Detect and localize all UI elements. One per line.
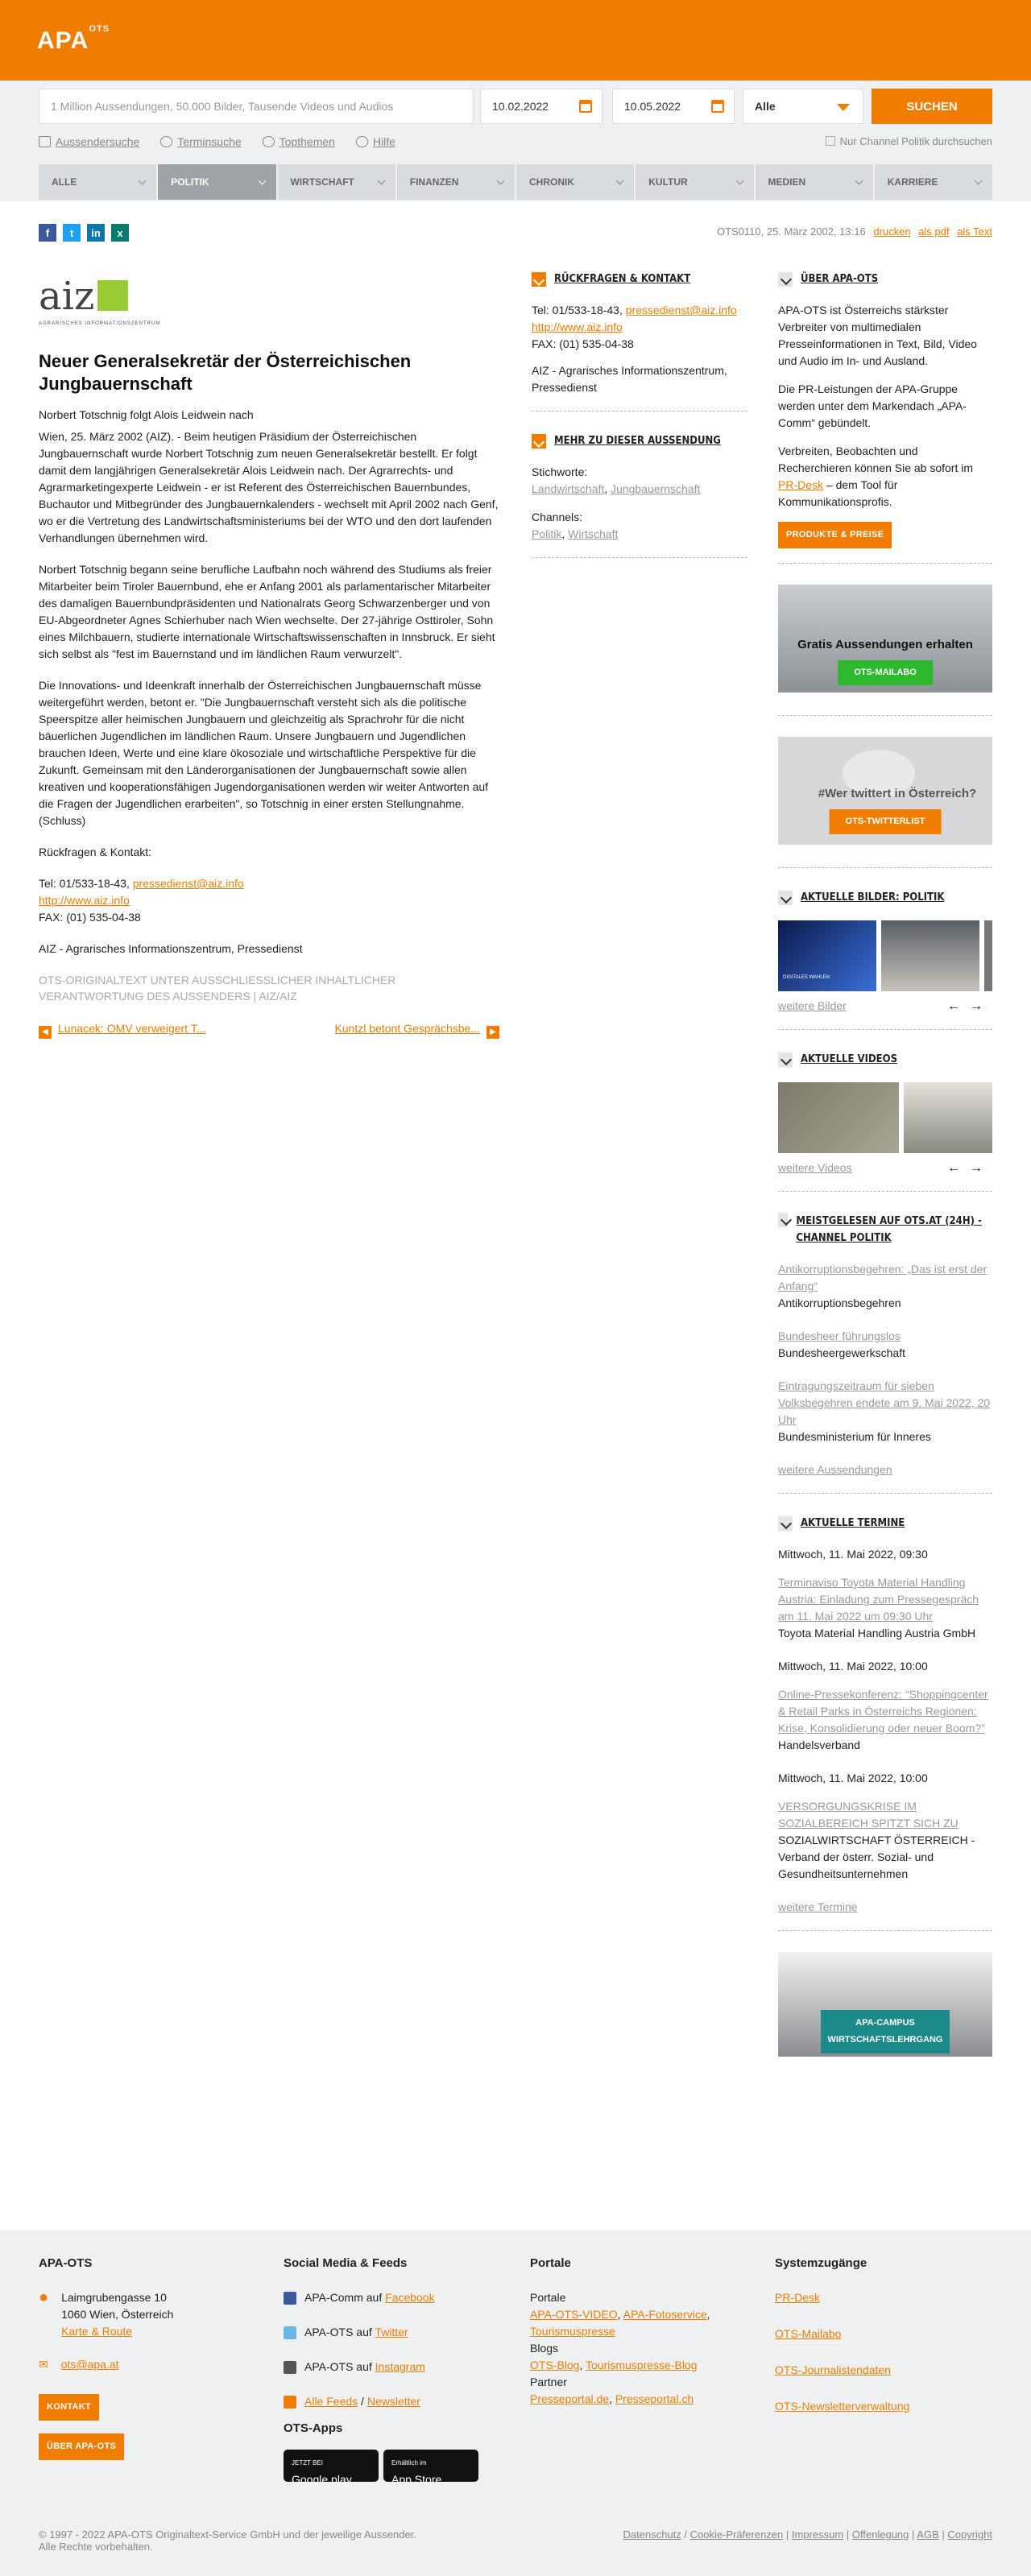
search-sublinks [39, 135, 395, 148]
article-paragraph: Die Innovations- und Ideenkraft innerhalb der Österreichischen Jungbauernschaft müsse weitergeführt werden, betont er. "Die Jungbauernschaft versteht sich als die politische Speerspitze aller heimischen Jungbauern und gleichzeitig als Sprachrohr für die nicht bäuerlichen Jugendlichen im ländlichen Raum. Unsere Jungbauern und Jugendlichen brauchen Ideen, Werte und eine klare ökosoziale und wirtschaftliche Perspektive für die Zukunft. Gemeinsam mit den Länderorganisationen der Jungbauernschaft sowie allen kreativen und kooperationsfähigen Jugendorganisationen werden wir weiter Antworten auf die Fragen der Jugendlichen erarbeiten", so Totschnig in einer ersten Stellungnahme. [39, 679, 489, 810]
mostread-list [778, 1261, 992, 1478]
article-lead: Norbert Totschnig folgt Alois Leidwein nach [39, 408, 254, 421]
campus-button[interactable]: APA-CAMPUS WIRTSCHAFTSLEHRGANG [821, 2010, 950, 2053]
event-link[interactable]: Online-Pressekonferenz: “Shoppingcenter & Retail Parks in Österreichs Regionen: Krise, Konsolidierung oder neuer Boom?” [778, 1688, 988, 1735]
nav-wirtschaft[interactable]: WIRTSCHAFT [278, 164, 395, 200]
rss-icon [284, 2396, 296, 2409]
release-info-column [532, 271, 747, 579]
info-icon [356, 136, 368, 147]
footer [0, 2231, 1031, 2576]
article-pagination [39, 1020, 499, 1039]
collapse-icon [778, 891, 793, 905]
mailabo-button[interactable]: OTS-MAILABO [838, 660, 933, 685]
keyword-link[interactable]: Jungbauernschaft [611, 482, 701, 495]
footer-col-apa-ots: APA-OTS ● Laimgrubengasse 10 1060 Wien, Österreich Karte & Route ✉ ots@apa.at KONTAKT ÜBER APA-OTS [39, 2255, 248, 2460]
twitter-icon [284, 2326, 296, 2339]
list-item: Mittwoch, 11. Mai 2022, 10:00 Online-Pressekonferenz: “Shoppingcenter & Retail Parks in Österreichs Regionen: Krise, Konsolidierung oder neuer Boom?” Handelsverband [778, 1658, 992, 1754]
portal-link[interactable]: Tourismuspresse [530, 2325, 615, 2338]
divider [778, 715, 992, 716]
prev-article-link[interactable]: ◀ Lunacek: OMV verweigert T... [39, 1020, 205, 1039]
calendar-icon [711, 100, 724, 113]
aussendersuche-link[interactable]: Aussendersuche [39, 135, 139, 148]
facebook-share-icon[interactable]: f [39, 224, 56, 242]
mostread-section-header[interactable]: MEISTGELESEN AUF OTS.AT (24H) - CHANNEL POLITIK [778, 1213, 992, 1247]
system-link[interactable]: OTS-Mailabo [775, 2327, 842, 2340]
contact-button[interactable]: KONTAKT [39, 2394, 99, 2421]
search-band [0, 81, 1031, 201]
video-gallery [778, 1082, 992, 1153]
legal-link[interactable]: Offenlegung [851, 2528, 909, 2541]
email-link[interactable]: pressedienst@aiz.info [625, 304, 737, 316]
channel-checkbox[interactable]: Nur Channel Politik durchsuchen [826, 135, 992, 147]
divider [778, 1191, 992, 1192]
mostread-link[interactable]: Bundesheer führungslos [778, 1329, 901, 1342]
legal-link[interactable]: Impressum [791, 2528, 844, 2541]
footer-col-social: Social Media & Feeds APA-Comm auf Facebook APA-OTS auf Twitter APA-OTS auf Instagram Alle Feeds / Newsletter OTS-Apps JETZT BEI Google play Erhältlich im App Store [284, 2255, 509, 2482]
text-link[interactable]: als Text [957, 225, 992, 238]
nav-politik[interactable]: POLITIK [158, 164, 275, 200]
next-article-link[interactable]: Kuntzl betont Gesprächsbe... ▶ [334, 1020, 499, 1039]
search-button[interactable]: SUCHEN [872, 89, 992, 124]
topthemen-link[interactable]: Topthemen [263, 135, 335, 148]
keyword-link[interactable]: Landwirtschaft [532, 482, 605, 495]
about-text: Die PR-Leistungen der APA-Gruppe werden unter dem Markendach „APA-Comm“ gebündelt. [778, 382, 967, 429]
apa-ots-logo[interactable]: APA OTS [37, 24, 110, 54]
article-contact: Tel: 01/533-18-43, pressedienst@aiz.info http://www.aiz.info FAX: (01) 535-04-38 [39, 877, 244, 924]
web-link[interactable]: http://www.aiz.info [39, 894, 130, 907]
nav-medien[interactable]: MEDIEN [756, 164, 873, 200]
aiz-logo-subtitle: AGRARISCHES INFORMATIONSZENTRUM [39, 321, 161, 326]
top-bar [0, 0, 1031, 81]
nav-kultur[interactable]: KULTUR [636, 164, 753, 200]
collapse-icon [778, 1052, 793, 1067]
arrow-right-icon: ▶ [487, 1026, 499, 1039]
collapse-icon [532, 434, 546, 449]
image-gallery [778, 920, 992, 991]
article-schluss: (Schluss) [39, 814, 86, 827]
about-section-header[interactable]: ÜBER APA-OTS [778, 271, 992, 287]
collapse-icon [532, 272, 546, 287]
about-button[interactable]: ÜBER APA-OTS [39, 2433, 124, 2460]
video-thumbnail[interactable] [778, 1082, 899, 1153]
pdf-link[interactable]: als pdf [918, 225, 950, 238]
list-item: Mittwoch, 11. Mai 2022, 10:00 VERSORGUNGSKRISE IM SOZIALBEREICH SPITZT SICH ZU SOZIALWIRTSCHAFT ÖSTERREICH - Verband der österr. Sozial- und Gesundheitsunternehmen [778, 1770, 992, 1883]
list-item: Mittwoch, 11. Mai 2022, 09:30 Terminaviso Toyota Material Handling Austria: Einladung zum Pressegespräch am 11. Mai 2022 um 09:30 Uhr Toyota Material Handling Austria GmbH [778, 1546, 992, 1642]
gallery-arrows[interactable]: ←→ [947, 1161, 992, 1175]
checkbox-icon[interactable] [826, 136, 835, 146]
nav-finanzen[interactable]: FINANZEN [397, 164, 515, 200]
blog-link[interactable]: OTS-Blog [530, 2359, 580, 2371]
clock-icon [160, 136, 172, 147]
divider [778, 563, 992, 564]
blog-link[interactable]: Tourismuspresse-Blog [586, 2359, 698, 2371]
mail-link[interactable]: ots@apa.at [60, 2358, 119, 2371]
products-prices-button[interactable]: PRODUKTE & PREISE [778, 522, 892, 548]
article-paragraph: Norbert Totschnig begann seine berufliche Laufbahn noch während des Studiums als freier Mitarbeiter beim Tiroler Bauernbund, ehe er Anfang 2001 als parlamentarischer Mitarbeiter des damaligen Bauernbundpräsidenten und Nationalrats Georg Schwarzenberger und von EU-Abgeordneter Agnes Schierhuber nach Wien wechselte. Der 27-jährige Osttiroler, Sohn eines Milchbauern, studierte internationale Wirtschaftswissenschaften in Innsbruck. Er sieht sich selbst als "fest im Bauernstand und im ländlichen Raum verwurzelt". [39, 563, 495, 660]
share-bar [39, 224, 129, 242]
portal-link[interactable]: APA-OTS-VIDEO [530, 2308, 618, 2321]
ots-disclaimer: OTS-ORIGINALTEXT UNTER AUSSCHLIESSLICHER INHALTLICHER VERANTWORTUNG DES AUSSENDERS | AIZ/AIZ [39, 974, 396, 1003]
mail-icon: ✉ [39, 2358, 48, 2371]
events-section-header[interactable]: AKTUELLE TERMINE [778, 1515, 992, 1532]
legal-link[interactable]: Datenschutz [623, 2528, 681, 2541]
keywords-block: Stichworte: Landwirtschaft, Jungbauernschaft Channels: Politik, Wirtschaft [532, 465, 701, 540]
system-link[interactable]: OTS-Journalistendaten [775, 2363, 891, 2376]
map-link[interactable]: Karte & Route [61, 2325, 133, 2338]
xing-share-icon[interactable]: x [111, 224, 129, 242]
videos-more-row [778, 1160, 992, 1176]
article-org: AIZ - Agrarisches Informationszentrum, Pressedienst [39, 942, 303, 955]
instagram-link[interactable]: Instagram [375, 2360, 425, 2373]
system-link[interactable]: PR-Desk [775, 2291, 821, 2304]
channel-link[interactable]: Politik [532, 527, 562, 540]
date-to-field[interactable]: 10.05.2022 [612, 89, 735, 124]
calendar-icon [579, 100, 592, 113]
mailabo-banner-title: Gratis Aussendungen erhalten [797, 638, 973, 651]
partner-link[interactable]: Presseportal.ch [615, 2392, 694, 2405]
twitter-link[interactable]: Twitter [375, 2326, 408, 2338]
event-link[interactable]: Terminaviso Toyota Material Handling Austria: Einladung zum Pressegespräch am 11. Mai 2022 um 09:30 Uhr [778, 1576, 979, 1623]
sidebar [778, 271, 992, 2079]
about-text: Verbreiten, Beobachten und Recherchieren können Sie ab sofort im PR-Desk – dem Tool für Kommunikationsprofis. [778, 444, 974, 508]
channel-link[interactable]: Wirtschaft [568, 527, 619, 540]
legal-links: Datenschutz / Cookie-Präferenzen | Impressum | Offenlegung | AGB | Copyright [623, 2528, 992, 2541]
divider [778, 1493, 992, 1494]
list-item: Eintragungszeitraum für sieben Volksbegehren endete am 9. Mai 2022, 20 Uhr Bundesministerium für Inneres [778, 1378, 992, 1445]
footer-col-portale: Portale Portale APA-OTS-VIDEO, APA-Fotoservice, Tourismuspresse Blogs OTS-Blog, Tourismuspresse-Blog Partner Presseportal.de, Presseportal.ch [530, 2256, 710, 2405]
location-pin-icon: ● [39, 2289, 49, 2306]
divider [532, 557, 747, 558]
contact-section-header[interactable]: RÜCKFRAGEN & KONTAKT [532, 271, 747, 287]
more-events-link[interactable]: weitere Termine [778, 1900, 858, 1913]
linkedin-share-icon[interactable]: in [87, 224, 105, 242]
article [39, 274, 499, 1039]
article-title: Neuer Generalsekretär der Österreichischen Jungbauernschaft [39, 351, 412, 394]
legal-link[interactable]: Copyright [947, 2528, 992, 2541]
legal-link[interactable]: Cookie-Präferenzen [689, 2528, 784, 2541]
system-link[interactable]: OTS-Newsletterverwaltung [775, 2400, 910, 2413]
about-text: APA-OTS ist Österreichs stärkster Verbreiter von multimedialen Presseinformationen in Text, Bild, Video und Audio im In- und Ausland. [778, 304, 977, 367]
legal-link[interactable]: AGB [917, 2528, 939, 2541]
list-item: Antikorruptionsbegehren: „Das ist erst der Anfang“ Antikorruptionsbegehren [778, 1261, 992, 1312]
google-play-badge[interactable]: JETZT BEI Google play [284, 2450, 379, 2482]
arrow-left-icon: ◀ [39, 1026, 52, 1039]
more-videos-link[interactable]: weitere Videos [778, 1161, 852, 1174]
article-paragraph: Wien, 25. März 2002 (AIZ). - Beim heutigen Präsidium der Österreichischen Jungbauernschaft wurde Norbert Totschnig zum neuen Generalsekretär bestellt. Er folgt damit dem langjährigen Generalsekretär Alois Leidwein nach. Der Agrarrechts- und Agrarmarketingexperte Leidwein - er ist Referent des Österreichischen Bauernbundes, Buchautor und Mitbegründer des Jungbauernkalenders - wechselt mit April 2002 nach Genf, wo er die Vertretung des Landwirtschaftsministeriums bei der WTO und den dort laufenden Verhandlungen übernehmen wird. [39, 430, 499, 544]
more-releases-link[interactable]: weitere Aussendungen [778, 1463, 892, 1476]
more-images-link[interactable]: weitere Bilder [778, 999, 847, 1012]
nav-alle[interactable]: ALLE [39, 164, 156, 200]
event-link[interactable]: VERSORGUNGSKRISE IM SOZIALBEREICH SPITZT SICH ZU [778, 1800, 959, 1830]
collapse-icon [778, 1516, 793, 1531]
aiz-logo: aiz [39, 277, 499, 316]
image-thumbnail[interactable] [984, 920, 992, 991]
compass-icon [263, 136, 275, 147]
list-item: Bundesheer führungslos Bundesheergewerkschaft [778, 1328, 992, 1362]
twitterlist-banner-title: #Wer twittert in Österreich? [818, 787, 977, 800]
feeds-link[interactable]: Alle Feeds [304, 2395, 358, 2408]
instagram-icon [284, 2361, 296, 2374]
gallery-arrows[interactable]: ←→ [947, 999, 992, 1013]
campus-banner[interactable] [778, 1952, 992, 2057]
image-thumbnail[interactable] [881, 920, 979, 991]
contact-details: Tel: 01/533-18-43, pressedienst@aiz.info http://www.aiz.info FAX: (01) 535-04-38 AIZ - Agrarisches Informationszentrum, Pressedienst [532, 304, 737, 394]
pr-desk-link[interactable]: PR-Desk [778, 478, 824, 491]
events-list [778, 1546, 992, 1916]
mostread-link[interactable]: Eintragungszeitraum für sieben Volksbegehren endete am 9. Mai 2022, 20 Uhr [778, 1379, 991, 1426]
footer-bottom: © 1997 - 2022 APA-OTS Originaltext-Service GmbH und der jeweilige Aussender. Alle Rechte vorbehalten. Datenschutz / Cookie-Präferenzen | Impressum | Offenlegung | AGB | Copyright [39, 2528, 992, 2553]
facebook-icon [284, 2292, 296, 2305]
channel-nav [39, 164, 992, 200]
nav-karriere[interactable]: KARRIERE [875, 164, 992, 200]
email-link[interactable]: pressedienst@aiz.info [132, 877, 244, 890]
collapse-icon [778, 1213, 788, 1227]
hilfe-link[interactable]: Hilfe [356, 135, 395, 148]
footer-col-system: Systemzugänge PR-Desk OTS-Mailabo OTS-Journalistendaten OTS-Newsletterverwaltung [775, 2256, 910, 2413]
videos-section-header[interactable]: AKTUELLE VIDEOS [778, 1051, 992, 1068]
terminsuche-link[interactable]: Terminsuche [160, 135, 241, 148]
facebook-link[interactable]: Facebook [385, 2291, 435, 2304]
aiz-logo-mark [97, 280, 128, 311]
twitterlist-button[interactable]: OTS-TWITTERLIST [830, 809, 942, 834]
search-input[interactable]: 1 Million Aussendungen, 50.000 Bilder, Tausende Videos und Audios [39, 89, 474, 124]
mostread-link[interactable]: Antikorruptionsbegehren: „Das ist erst der Anfang“ [778, 1263, 988, 1292]
divider [778, 1930, 992, 1931]
web-link[interactable]: http://www.aiz.info [532, 320, 623, 333]
nav-chronik[interactable]: CHRONIK [516, 164, 634, 200]
print-link[interactable]: drucken [873, 225, 911, 238]
partner-link[interactable]: Presseportal.de [530, 2392, 610, 2405]
article-meta: OTS0110, 25. März 2002, 13:16 drucken als pdf als Text [716, 225, 992, 238]
mailabo-banner[interactable] [778, 585, 992, 693]
building-icon [39, 136, 51, 147]
chevron-down-icon [837, 104, 850, 111]
more-section-header[interactable]: MEHR ZU DIESER AUSSENDUNG [532, 432, 747, 449]
images-more-row [778, 998, 992, 1015]
app-store-badge[interactable]: Erhältlich im App Store [383, 2450, 478, 2482]
image-thumbnail[interactable]: DIGITALES WAHLEN [778, 920, 876, 991]
divider [778, 1029, 992, 1030]
collapse-icon [778, 272, 793, 287]
images-section-header[interactable]: AKTUELLE BILDER: POLITIK [778, 889, 992, 906]
contact-label: Rückfragen & Kontakt: [39, 846, 152, 858]
twitterlist-banner[interactable] [778, 737, 992, 845]
filter-select[interactable]: Alle [743, 89, 863, 124]
video-thumbnail[interactable] [904, 1082, 992, 1153]
portal-link[interactable]: APA-Fotoservice [623, 2308, 707, 2321]
twitter-share-icon[interactable]: t [63, 224, 81, 242]
newsletter-link[interactable]: Newsletter [366, 2395, 420, 2408]
date-from-field[interactable]: 10.02.2022 [480, 89, 602, 124]
divider [778, 867, 992, 868]
